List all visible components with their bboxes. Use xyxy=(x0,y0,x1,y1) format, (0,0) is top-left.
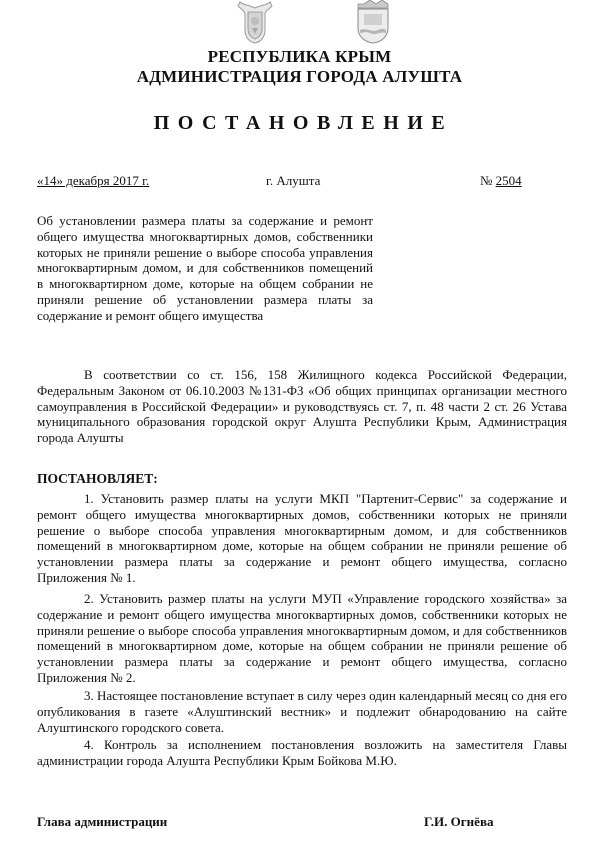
signatory-title: Глава администрации xyxy=(37,814,168,829)
document-city: г. Алушта xyxy=(266,173,321,188)
document-number xyxy=(480,173,522,189)
clause-3: 3. Настоящее постановление вступает в силу через один календарный месяц со дня его опубликования в газете «Алуштинский вестник» и подлежит обнародованию на сайте Алуштинского городского совета. xyxy=(37,688,567,735)
clause-2: 2. Установить размер платы на услуги МУП «Управление городского хозяйства» за содержание и ремонт общего имущества многоквартирных домов, собственники которых не приняли решение о выборе способа управления многоквартирным домом, и для собственников помещений в многоквартирном доме, которые на общем собрании не приняли решение об установлении размера платы за содержание и ремонт общего имущества, согласно Приложения № 2. xyxy=(37,591,567,685)
alushta-coat-of-arms-icon xyxy=(350,0,396,44)
document-preamble: В соответствии со ст. 156, 158 Жилищного кодекса Российской Федерации, Федеральным Законом от 06.10.2003 №131-ФЗ «Об общих принципах организации местного самоуправления в Российской Федерации» и руководствуясь ст. 7, п. 48 части 2 ст. 26 Устава муниципального образования городской округ Алушта Республики Крым, Администрация города Алушты xyxy=(37,367,567,446)
clause-4: 4. Контроль за исполнением постановления возложить на заместителя Главы администрации города Алушта Республики Крым Бойкова М.Ю. xyxy=(37,737,567,768)
clause-1: 1. Установить размер платы на услуги МКП "Партенит-Сервис" за содержание и ремонт общего имущества многоквартирных домов, собственники которых не приняли решение о выборе способа управления многоквартирным домом, и для собственников помещений в многоквартирном доме, которые на общем собрании не приняли решение об установлении размера платы за содержание и ремонт общего имущества, согласно Приложения № 1. xyxy=(37,491,567,585)
resolves-heading: ПОСТАНОВЛЯЕТ: xyxy=(37,471,158,486)
republic-name: РЕСПУБЛИКА КРЫМ xyxy=(207,47,392,66)
signatory-name: Г.И. Огнёва xyxy=(424,814,494,829)
document-date: «14» декабря 2017 г. xyxy=(37,173,150,188)
document-subject: Об установлении размера платы за содержание и ремонт общего имущества многоквартирных домов, собственники которых не приняли решение о выборе способа управления многоквартирным домом, и для собственников помещений в многоквартирном доме, которые на общем собрании не приняли решение об установлении размера платы за содержание и ремонт общего имущества xyxy=(37,213,373,323)
document-type-title: ПОСТАНОВЛЕНИЕ xyxy=(153,112,454,134)
document-number-prefix: № xyxy=(480,173,493,188)
document-number-value: 2504 xyxy=(495,173,522,188)
administration-name: АДМИНИСТРАЦИЯ ГОРОДА АЛУШТА xyxy=(136,67,463,86)
crimea-coat-of-arms-icon xyxy=(232,0,278,44)
